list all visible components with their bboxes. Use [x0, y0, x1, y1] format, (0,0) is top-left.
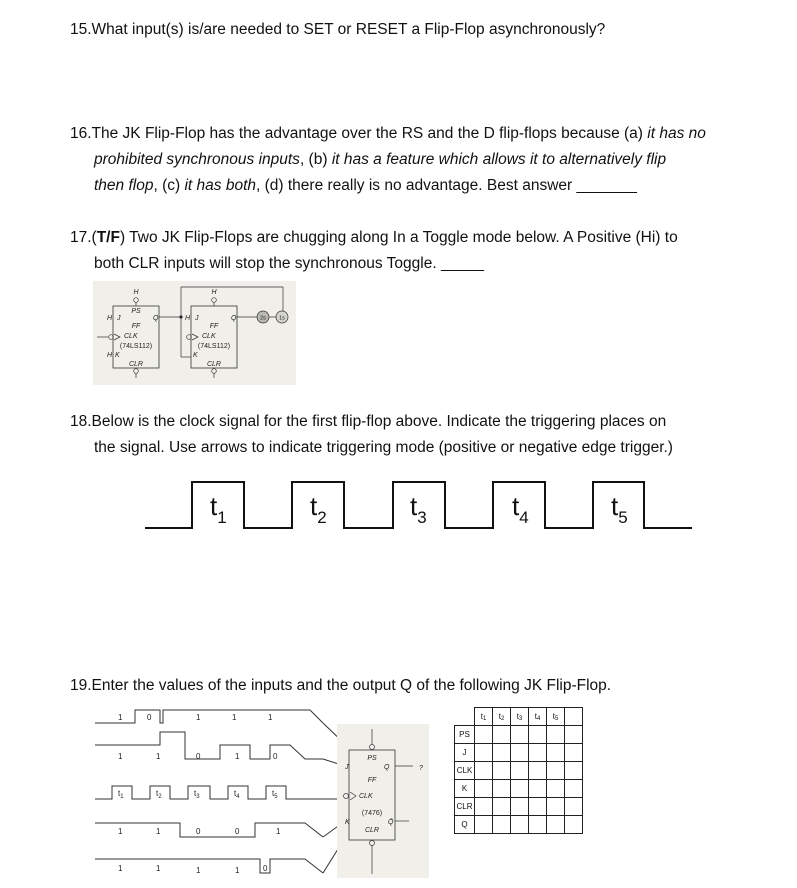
answer-table-19: [454, 707, 583, 834]
j-val-5: 0: [273, 752, 278, 761]
k-val-2: 1: [156, 827, 161, 836]
ff2-clr-label: CLR: [206, 361, 222, 368]
ff19-qbar-label: Q̄: [388, 819, 394, 826]
clock-label-t5: $t_5$: [611, 491, 628, 527]
ff2-chip-label: (74LS112): [197, 343, 231, 350]
table-row: [455, 762, 583, 780]
ff19-ff-label: FF: [367, 777, 377, 784]
flip-flop-diagram-17-svg: [93, 281, 296, 385]
ff1-chip-label: (74LS112): [119, 343, 153, 350]
ff2-k-label: K: [193, 352, 198, 359]
j-val-3: 0: [196, 752, 201, 761]
ff2-h-top: H: [211, 289, 217, 296]
ff1-ps-bubble: [134, 298, 139, 303]
clk-t1: $t_1$: [118, 789, 124, 800]
ps-val-1: 1: [118, 713, 123, 722]
clock-label-t1: $t_1$: [210, 491, 227, 527]
table-head-t2: t2: [493, 708, 511, 726]
ff19-clk-triangle: [350, 792, 356, 800]
table-header-row: [455, 708, 583, 726]
table-row: [455, 780, 583, 798]
ff1-ff-label: FF: [131, 323, 141, 330]
table-row: [455, 816, 583, 834]
clk-t5: $t_5$: [272, 789, 278, 800]
ff19-q-unknown: ?: [419, 765, 423, 772]
ff2-clr-bubble: [212, 369, 217, 374]
ps-val-2: 0: [147, 713, 152, 722]
ff19-ps-label: PS: [367, 755, 377, 762]
ff2-clk-triangle: [192, 334, 198, 340]
table-row: [455, 744, 583, 762]
ff1-q-label: Q: [153, 315, 159, 322]
question-19: 19.Enter the values of the inputs and the output Q of the following JK Flip-Flop.: [70, 677, 612, 694]
clk-t4: $t_4$: [234, 789, 240, 800]
clk-t3: $t_3$: [194, 789, 200, 800]
ff1-k-label: K: [115, 352, 120, 359]
ff1-h-k: H: [107, 352, 113, 359]
ff19-clk-label: CLK: [359, 793, 373, 800]
clr-val-5: 0: [263, 864, 268, 873]
clock-signal-18: [140, 475, 700, 545]
table-head-t4: t4: [529, 708, 547, 726]
ff19-ps-bubble: [370, 745, 375, 750]
ff1-h-j: H: [107, 315, 113, 322]
flip-flop-diagram-19: [337, 724, 429, 878]
bulb-2s-label: 2s: [260, 315, 266, 322]
ff1-ps-label: PS: [131, 308, 141, 315]
flip-flop-diagram-17: [93, 281, 296, 385]
k-val-1: 1: [118, 827, 123, 836]
flip-flop-diagram-19-svg: [337, 724, 429, 878]
wave-k: [95, 823, 323, 837]
ff1-h-top: H: [133, 289, 139, 296]
ff2-ff-label: FF: [209, 323, 219, 330]
k-val-5: 1: [276, 827, 281, 836]
ff19-q-label: Q: [384, 764, 390, 771]
table-row: [455, 798, 583, 816]
wave-clk: [95, 786, 323, 799]
row-label-k: K: [455, 780, 475, 798]
ff19-clk-bubble: [344, 794, 349, 799]
j-val-4: 1: [235, 752, 240, 761]
row-label-clr: CLR: [455, 798, 475, 816]
clr-val-1: 1: [118, 864, 123, 873]
k-val-4: 0: [235, 827, 240, 836]
ff2-q-label: Q: [231, 315, 237, 322]
question-16: 16.The JK Flip-Flop has the advantage over the RS and the D flip-flops because (a) it has no prohibited synchronous inputs, (b) it has a feature which allows it to alternatively flip then flop, (c) it has both, (d) there really is no advantage. Best answer _______: [70, 125, 706, 194]
table-head-t3: t3: [511, 708, 529, 726]
ff1-clk-label: CLK: [124, 333, 138, 340]
wave-ps: [95, 710, 323, 723]
ff2-clk-label: CLK: [202, 333, 216, 340]
clock-label-t4: $t_4$: [512, 491, 529, 527]
ff1-clr-bubble: [134, 369, 139, 374]
clr-val-3: 1: [196, 866, 201, 875]
ff2-j-label: J: [195, 315, 199, 322]
question-15: 15.What input(s) is/are needed to SET or RESET a Flip-Flop asynchronously?: [70, 21, 606, 38]
wave-clr: [95, 859, 323, 873]
row-label-clk: CLK: [455, 762, 475, 780]
ff19-clr-bubble: [370, 841, 375, 846]
ff1-clr-label: CLR: [128, 361, 144, 368]
question-17: 17.(T/F) Two JK Flip-Flops are chugging along In a Toggle mode below. A Positive (Hi) to both CLR inputs will stop the synchronous Toggle. _____: [70, 229, 678, 272]
k-val-3: 0: [196, 827, 201, 836]
ps-val-5: 1: [268, 713, 273, 722]
wave-j: [95, 732, 323, 759]
clk-t2: $t_2$: [156, 789, 162, 800]
question-18: 18.Below is the clock signal for the first flip-flop above. Indicate the triggering places on the signal. Use arrows to indicate triggering mode (positive or negative edge trigger.): [70, 413, 673, 456]
ps-val-3: 1: [196, 713, 201, 722]
clock-label-t3: $t_3$: [410, 491, 427, 527]
ff2-ps-bubble: [212, 298, 217, 303]
table-head-t5: t5: [547, 708, 565, 726]
clr-val-2: 1: [156, 864, 161, 873]
j-val-1: 1: [118, 752, 123, 761]
ps-val-4: 1: [232, 713, 237, 722]
table-head-t1: t1: [475, 708, 493, 726]
ff19-chip-label: (7476): [361, 810, 383, 817]
row-label-q: Q: [455, 816, 475, 834]
ff19-k-label: K: [345, 819, 350, 826]
ff1-clk-triangle: [114, 334, 120, 340]
row-label-ps: PS: [455, 726, 475, 744]
clock-label-t2: $t_2$: [310, 491, 327, 527]
ff19-clr-label: CLR: [364, 827, 380, 834]
table-row: [455, 726, 583, 744]
clr-val-4: 1: [235, 866, 240, 875]
j-val-2: 1: [156, 752, 161, 761]
bulb-1s-label: 1s: [279, 315, 285, 322]
row-label-j: J: [455, 744, 475, 762]
ff2-h-j: H: [185, 315, 191, 322]
ff1-j-label: J: [117, 315, 121, 322]
ff19-j-label: J: [345, 764, 349, 771]
